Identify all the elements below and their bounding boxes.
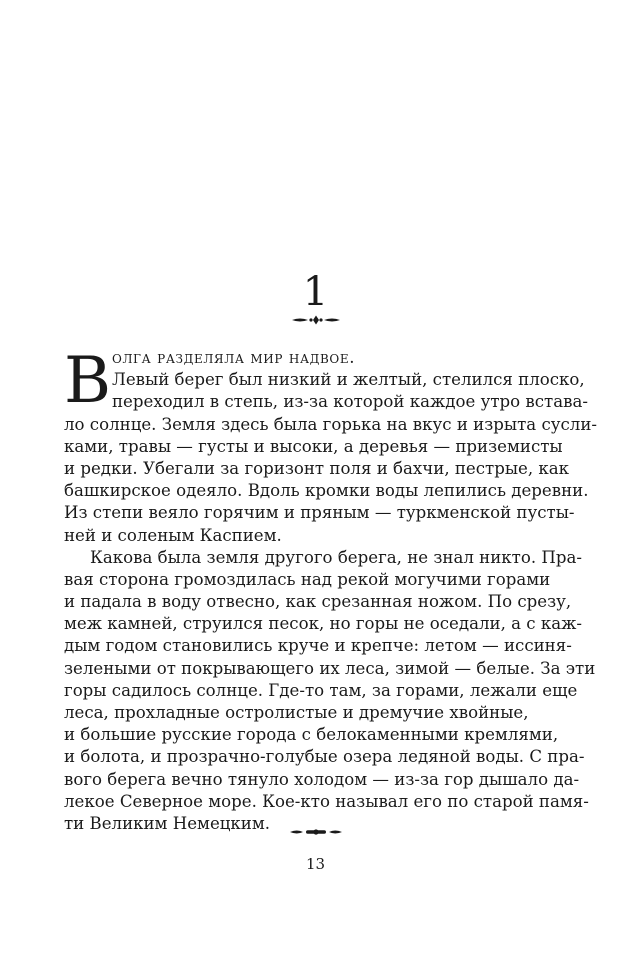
text-line: ти Великим Немецким. <box>64 813 271 833</box>
text-line: ло солнце. Земля здесь была горька на вкус и изрыта сусли- <box>64 414 598 434</box>
text-line: зелеными от покрывающего их леса, зимой — белые. За эти <box>64 658 596 678</box>
opening-line <box>64 347 516 369</box>
text-line: вая сторона громоздилась над рекой могучими горами <box>64 569 551 589</box>
chapter-text <box>64 344 598 835</box>
chapter-ornament <box>290 314 342 326</box>
text-line: леса, прохладные остролистые и дремучие хвойные, <box>64 703 529 722</box>
text-line: переходил в степь, из-за которой каждое утро встава- <box>112 392 588 412</box>
text-line: горы садилось солнце. Где-то там, за горами, лежали еще <box>64 680 578 700</box>
text-line: меж камней, струился песок, но горы не оседали, а с каж- <box>64 614 583 634</box>
page-number: 13 <box>305 855 326 873</box>
end-ornament <box>288 826 344 838</box>
text-line: и большие русские города с белокаменными кремлями, <box>64 725 559 745</box>
text-line: и падала в воду отвесно, как срезанная ножом. По срезу, <box>64 592 572 612</box>
text-line: и редки. Убегали за горизонт поля и бахчи, пестрые, как <box>64 458 570 478</box>
drop-cap: В <box>64 344 112 418</box>
text-line: лекое Северное море. Кое-кто называл его по старой памя- <box>64 791 589 811</box>
text-line: Какова была земля другого берега, не знал никто. Пра- <box>90 547 582 567</box>
text-line: Из степи веяло горячим и пряным — туркменской пусты- <box>64 503 575 523</box>
text-line: башкирское одеяло. Вдоль кромки воды лепились деревни. <box>64 481 589 501</box>
opening-smallcaps: олга разделяла мир надвое. <box>112 348 356 367</box>
text-line: и болота, и прозрачно-голубые озера ледяной воды. С пра- <box>64 747 585 767</box>
chapter-number: 1 <box>302 269 329 315</box>
text-line: ками, травы — густы и высоки, а деревья — приземисты <box>64 436 563 456</box>
text-line: ней и соленым Каспием. <box>64 525 282 545</box>
text-line: Левый берег был низкий и желтый, стелился плоско, <box>112 370 585 390</box>
text-line: дым годом становились круче и крепче: летом — иссиня- <box>64 636 572 656</box>
text-line: вого берега вечно тянуло холодом — из-за гор дышало да- <box>64 769 580 789</box>
